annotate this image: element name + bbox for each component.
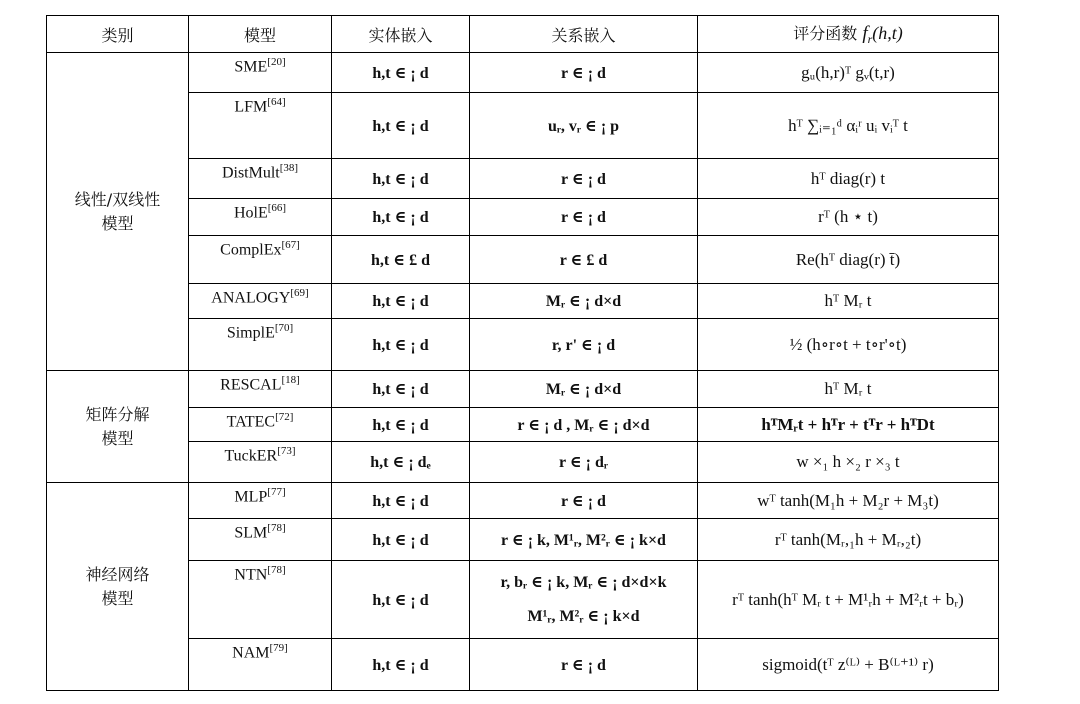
model-cell	[189, 561, 332, 639]
table-row	[47, 442, 999, 483]
model-ref: [18]	[281, 374, 300, 386]
model-ref: [64]	[267, 96, 286, 108]
header-score-args: (h,t)	[872, 22, 903, 43]
score-cell: rᵀ tanh(hᵀ Mᵣ t + M¹ᵣh + M²ᵣt + bᵣ)	[698, 561, 999, 639]
model-ref: [69]	[290, 287, 309, 299]
score-cell: hᵀMᵣt + hᵀr + tᵀr + hᵀDt	[698, 408, 999, 442]
model-name: SimplE	[226, 324, 275, 342]
model-ref: [79]	[269, 642, 288, 654]
table-row	[47, 483, 999, 519]
model-ref: [66]	[267, 202, 287, 214]
model-cell	[189, 371, 332, 408]
header-score-sub: r	[867, 32, 873, 47]
model-cell	[189, 319, 332, 371]
header-category: 类别	[47, 16, 189, 53]
header-score-fn: f	[862, 22, 868, 44]
relation-cell: r, bᵣ ∈ ¡ k, Mᵣ ∈ ¡ d×d×k M¹ᵣ, M²ᵣ ∈ ¡ k×d	[470, 561, 698, 639]
model-cell	[189, 284, 332, 319]
model-name: NTN	[234, 566, 268, 584]
score-cell: rᵀ tanh(Mᵣ,₁h + Mᵣ,₂t)	[698, 519, 999, 561]
table-row	[47, 53, 999, 93]
score-cell: rᵀ (h ⋆ t)	[698, 199, 999, 236]
model-cell	[189, 639, 332, 691]
model-ref: [77]	[267, 486, 286, 498]
score-cell: wᵀ tanh(M₁h + M₂r + M₃t)	[698, 483, 999, 519]
relation-cell: Mᵣ ∈ ¡ d×d	[470, 284, 698, 319]
header-entity-embedding: 实体嵌入	[332, 16, 470, 53]
model-name: TATEC	[226, 413, 276, 431]
table-row	[47, 371, 999, 408]
entity-cell: h,t ∈ ¡ d	[332, 519, 470, 561]
model-name: ANALOGY	[211, 289, 291, 307]
model-name: LFM	[234, 98, 268, 116]
entity-cell: h,t ∈ ¡ d	[332, 53, 470, 93]
table-row	[47, 319, 999, 371]
model-cell	[189, 442, 332, 483]
model-cell	[189, 93, 332, 159]
entity-cell: h,t ∈ ¡ d	[332, 639, 470, 691]
score-cell: hᵀ ∑ᵢ₌₁ᵈ αᵢʳ uᵢ vᵢᵀ t	[698, 93, 999, 159]
model-name: HolE	[233, 204, 268, 222]
entity-cell: h,t ∈ ¡ d	[332, 93, 470, 159]
table-row	[47, 199, 999, 236]
score-cell: gᵤ(h,r)ᵀ gᵥ(t,r)	[698, 53, 999, 93]
score-cell: hᵀ diag(r) t	[698, 159, 999, 199]
table-row	[47, 159, 999, 199]
entity-cell: h,t ∈ £ d	[332, 236, 470, 284]
score-cell: sigmoid(tᵀ z⁽ᴸ⁾ + B⁽ᴸ⁺¹⁾ r)	[698, 639, 999, 691]
header-relation-embedding: 关系嵌入	[470, 16, 698, 53]
entity-cell: h,t ∈ ¡ d	[332, 408, 470, 442]
table-row	[47, 93, 999, 159]
model-cell	[189, 519, 332, 561]
entity-cell: h,t ∈ ¡ d	[332, 199, 470, 236]
model-name: SLM	[234, 524, 268, 542]
model-cell	[189, 199, 332, 236]
model-ref: [70]	[274, 322, 294, 334]
category-matrix-factorization: 矩阵分解 模型	[47, 371, 189, 483]
score-cell: w ×₁ h ×₂ r ×₃ t	[698, 442, 999, 483]
relation-cell: r ∈ ¡ d , Mᵣ ∈ ¡ d×d	[470, 408, 698, 442]
relation-cell: r ∈ ¡ d	[470, 639, 698, 691]
model-ref: [38]	[279, 162, 299, 174]
model-ref: [73]	[277, 445, 296, 457]
category-linear: 线性/双线性 模型	[47, 53, 189, 371]
score-cell: hᵀ Mᵣ t	[698, 371, 999, 408]
header-score-function	[698, 16, 999, 53]
table-row	[47, 639, 999, 691]
relation-cell: Mᵣ ∈ ¡ d×d	[470, 371, 698, 408]
entity-cell: h,t ∈ ¡ dₑ	[332, 442, 470, 483]
table-row	[47, 236, 999, 284]
model-cell	[189, 483, 332, 519]
entity-cell: h,t ∈ ¡ d	[332, 319, 470, 371]
relation-cell: r ∈ ¡ k, M¹ᵣ, M²ᵣ ∈ ¡ k×d	[470, 519, 698, 561]
relation-cell: r, r' ∈ ¡ d	[470, 319, 698, 371]
model-name: SME	[234, 58, 268, 76]
entity-cell: h,t ∈ ¡ d	[332, 483, 470, 519]
entity-cell: h,t ∈ ¡ d	[332, 159, 470, 199]
model-ref: [72]	[275, 411, 294, 423]
header-model: 模型	[189, 16, 332, 53]
model-cell	[189, 408, 332, 442]
relation-cell: r ∈ ¡ d	[470, 483, 698, 519]
model-ref: [78]	[267, 564, 286, 576]
header-row	[47, 16, 999, 53]
relation-cell: r ∈ ¡ d	[470, 159, 698, 199]
table-row	[47, 561, 999, 639]
model-cell	[189, 159, 332, 199]
table-row	[47, 519, 999, 561]
model-ref: [20]	[267, 56, 286, 68]
model-cell	[189, 236, 332, 284]
relation-cell: r ∈ ¡ d	[470, 53, 698, 93]
model-name: ComplEx	[220, 241, 282, 259]
model-name: TuckER	[224, 447, 278, 465]
embedding-model-table	[46, 15, 999, 691]
entity-cell: h,t ∈ ¡ d	[332, 371, 470, 408]
relation-cell: r ∈ ¡ dᵣ	[470, 442, 698, 483]
relation-cell: uᵣ, vᵣ ∈ ¡ p	[470, 93, 698, 159]
model-ref: [78]	[267, 522, 286, 534]
category-neural-network: 神经网络 模型	[47, 483, 189, 691]
table-row	[47, 284, 999, 319]
score-cell: hᵀ Mᵣ t	[698, 284, 999, 319]
model-name: RESCAL	[220, 376, 282, 394]
entity-cell: h,t ∈ ¡ d	[332, 561, 470, 639]
model-cell	[189, 53, 332, 93]
relation-cell: r ∈ ¡ d	[470, 199, 698, 236]
entity-cell: h,t ∈ ¡ d	[332, 284, 470, 319]
model-name: DistMult	[221, 164, 280, 182]
model-name: NAM	[232, 644, 270, 662]
relation-cell: r ∈ £ d	[470, 236, 698, 284]
table-row	[47, 408, 999, 442]
score-cell: Re(hᵀ diag(r) t̄)	[698, 236, 999, 284]
header-score-prefix: 评分函数	[793, 23, 863, 43]
model-name: MLP	[234, 488, 268, 506]
model-ref: [67]	[281, 239, 300, 251]
score-cell: ½ (h∘r∘t + t∘r'∘t)	[698, 319, 999, 371]
